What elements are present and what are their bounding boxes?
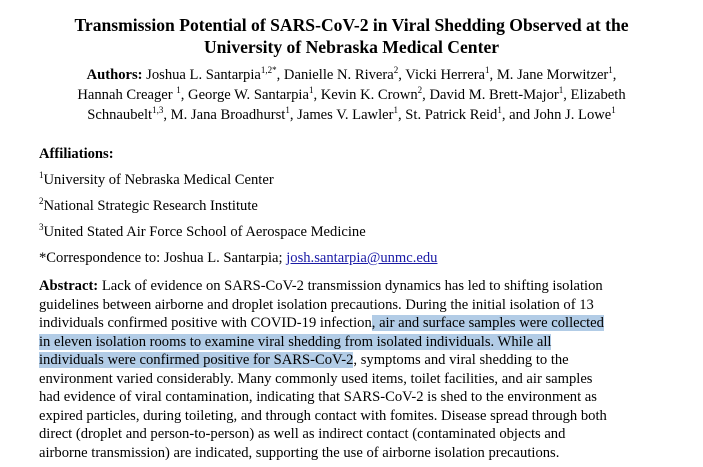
abstract-line: guidelines between airborne and droplet isolation precautions. During the initial isolation of 13 [39, 296, 594, 313]
paper-title-line-1: Transmission Potential of SARS-CoV-2 in Viral Shedding Observed at the [74, 15, 629, 35]
author-list [30, 65, 673, 125]
author-name: , Danielle N. Rivera [276, 67, 394, 83]
abstract-line [39, 333, 669, 352]
author-affiliation-sup: 1 [558, 85, 564, 95]
affiliation-text: University of Nebraska Medical Center [43, 172, 274, 188]
author-line-2 [30, 85, 673, 105]
author-affiliation-sup: 2 [393, 65, 399, 75]
author-affiliation-sup: 1,3 [152, 105, 164, 115]
text-selection-highlight[interactable]: individuals were confirmed positive for SARS-CoV-2 [39, 352, 354, 368]
abstract-label: Abstract: [39, 278, 99, 294]
author-name: , David M. Brett-Major [422, 87, 559, 103]
abstract-line: individuals confirmed positive with COVID-19 infection, air and surface samples were collected [39, 315, 604, 331]
author-affiliation-sup: 1 [393, 105, 398, 115]
author-name: , M. Jana Broadhurst [163, 107, 286, 123]
abstract-line: had evidence of viral contamination, indicating that SARS-CoV-2 is shed to the environment as [39, 389, 597, 405]
affiliation-text: National Strategic Research Institute [43, 198, 258, 214]
author-name: , Vicki Herrera [398, 67, 486, 83]
affiliation-sup: 2 [39, 196, 44, 206]
abstract-line: expired particles, during toileting, and through contact with fomites. Disease spread through both [39, 407, 607, 424]
affiliation-item [39, 197, 258, 216]
correspondence-text: *Correspondence to: Joshua L. Santarpia; [39, 250, 287, 266]
correspondence-line [39, 249, 437, 268]
abstract-line: airborne transmission) are indicated, supporting the use of airborne isolation precautions. [39, 444, 560, 461]
author-affiliation-sup: 1 [176, 85, 181, 95]
text-selection-highlight[interactable]: in eleven isolation rooms to examine viral shedding from isolated individuals. While all [39, 333, 552, 350]
abstract-paragraph [39, 277, 669, 462]
author-affiliation-sup: 2 [417, 85, 423, 95]
affiliation-item [39, 223, 366, 242]
author-affiliation-sup: 1 [285, 105, 290, 115]
correspondence-email-link[interactable]: josh.santarpia@unmc.edu [286, 250, 438, 266]
affiliation-sup: 3 [39, 222, 44, 232]
affiliations-heading: Affiliations: [39, 146, 114, 162]
author-name: , George W. Santarpia [180, 87, 309, 103]
author-affiliation-sup: 1 [485, 65, 490, 75]
text-selection-highlight[interactable]: , air and surface samples were collected [371, 315, 604, 331]
author-affiliation-sup: 1 [608, 65, 613, 75]
author-name: , Elizabeth [563, 87, 626, 103]
paper-title-line-2: University of Nebraska Medical Center [203, 37, 500, 57]
author-name: , M. Jane Morwitzer [489, 67, 609, 83]
author-name: Schnaubelt [87, 107, 153, 123]
abstract-line: Abstract: Lack of evidence on SARS-CoV-2 transmission dynamics has led to shifting isolation [39, 278, 603, 294]
author-line-3 [30, 105, 673, 125]
abstract-line: individuals were confirmed positive for SARS-CoV-2, symptoms and viral shedding to the [39, 352, 569, 368]
author-name: Hannah Creager [77, 87, 177, 103]
affiliation-item [39, 171, 274, 190]
author-name: , James V. Lawler [289, 107, 394, 123]
paper-title [0, 14, 703, 58]
author-affiliation-sup: 1 [497, 105, 502, 115]
affiliation-text: United Stated Air Force School of Aerospace Medicine [43, 224, 366, 240]
author-name: , Kevin K. Crown [313, 87, 418, 103]
author-affiliation-sup: 1 [611, 105, 616, 115]
author-name: Joshua L. Santarpia [142, 67, 261, 83]
abstract-line: direct (droplet and person-to-person) as well as indirect contact (contaminated objects and [39, 426, 566, 442]
author-name: , and John J. Lowe [501, 107, 612, 123]
abstract-line: environment varied considerably. Many commonly used items, toilet facilities, and air samples [39, 370, 593, 387]
author-affiliation-sup: 1,2* [260, 65, 277, 75]
affiliation-sup: 1 [39, 170, 44, 180]
author-name: , St. Patrick Reid [397, 107, 498, 123]
author-line-1: Authors: Joshua L. Santarpia$^{1,2*}$, Danielle N. Rivera$^2$, Vicki Herrera$^1$, M. Jane Morwitzer$^1$, [86, 65, 617, 83]
author-affiliation-sup: 1 [308, 85, 314, 95]
authors-label: Authors: [86, 67, 143, 83]
